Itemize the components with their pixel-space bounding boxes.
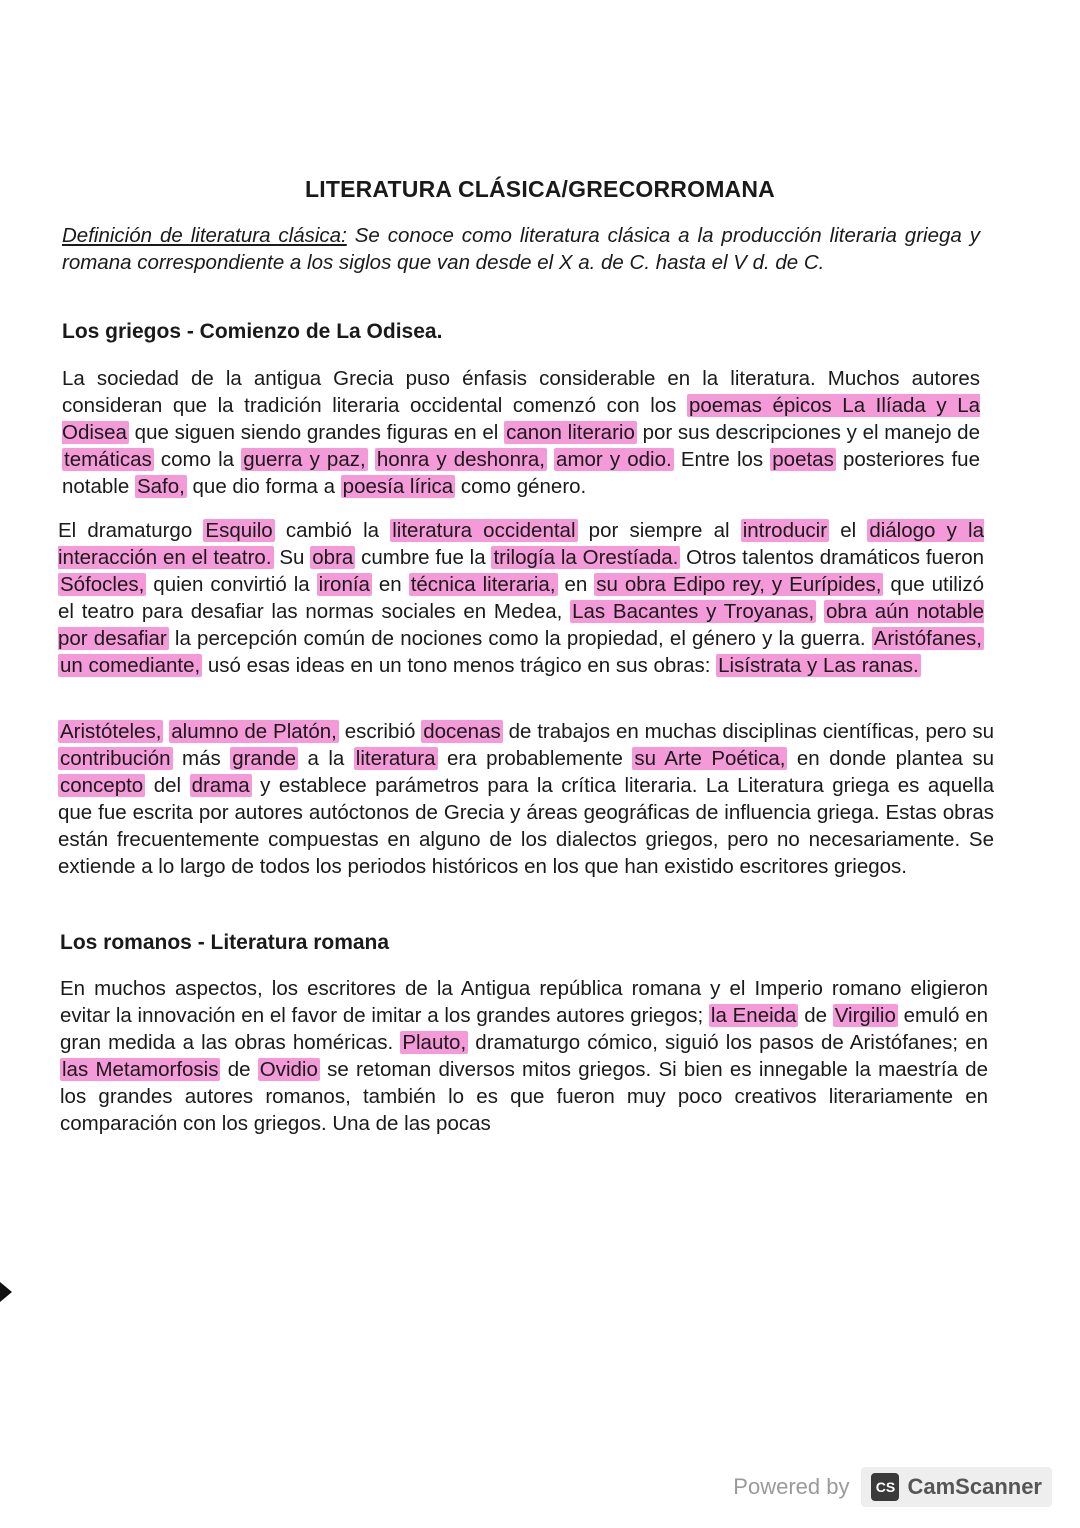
body-text: a la	[298, 747, 354, 770]
body-text: dramaturgo cómico, siguió los pasos de Aristófanes; en	[468, 1031, 988, 1054]
body-text: por sus descripciones y el manejo de	[636, 421, 980, 444]
highlighted-text: grande	[232, 747, 297, 770]
body-text: escribió	[338, 720, 422, 743]
camscanner-logo-icon: CS	[871, 1473, 899, 1501]
body-text: el	[829, 519, 868, 542]
paragraph-2	[58, 517, 984, 679]
body-text: la percepción común de nociones como la propiedad, el género y la guerra.	[168, 627, 872, 650]
body-text: como género.	[455, 475, 587, 498]
highlighted-text: poemas épicos La Ilíada y La Odisea	[62, 394, 980, 444]
camscanner-badge	[861, 1467, 1052, 1507]
highlighted-text: Plauto,	[402, 1031, 467, 1054]
body-text	[547, 448, 554, 471]
highlighted-text: obra aún notable por desafiar	[58, 600, 984, 650]
body-text	[368, 448, 375, 471]
camscanner-brand: CamScanner	[907, 1474, 1042, 1499]
body-text: quien convirtió la	[146, 573, 317, 596]
highlighted-text: poesía lírica	[342, 475, 454, 498]
paragraph-3	[58, 718, 994, 880]
definition-paragraph	[62, 222, 980, 276]
body-text: Entre los	[673, 448, 771, 471]
body-text: que utilizó el teatro para desafiar las normas sociales en Medea,	[58, 573, 985, 623]
highlighted-text: su obra Edipo rey, y Eurípides,	[596, 573, 882, 596]
body-text: en donde plantea su	[787, 747, 994, 770]
highlighted-text: técnica literaria,	[410, 573, 556, 596]
definition-label: Definición de literatura clásica:	[62, 224, 347, 247]
body-text: Su	[273, 546, 311, 569]
highlighted-text: docenas	[423, 720, 501, 743]
body-text: posteriores fue notable	[62, 448, 980, 498]
body-text: usó esas ideas en un tono menos trágico en sus obras:	[202, 654, 717, 677]
body-text: de	[798, 1004, 833, 1027]
body-text: cumbre fue la	[355, 546, 492, 569]
body-text: El dramaturgo	[58, 519, 204, 542]
highlighted-text: Esquilo	[205, 519, 273, 542]
body-text: y establece parámetros para la crítica literaria. La Literatura griega es aquella que fue escrita por autores autóctonos de Grecia y áreas geográficas de influencia griega. Estas obras están frecuentemente compuestas en alguno de los dialectos griegos, pero no necesariamente. Se extiende a lo largo de todos los periodos históricos en los que han existido escritores griegos.	[58, 774, 995, 878]
highlighted-text: concepto	[60, 774, 144, 797]
body-text: de trabajos en muchas disciplinas científicas, pero su	[502, 720, 994, 743]
highlighted-text: diálogo y la interacción en el teatro.	[58, 519, 984, 569]
highlighted-text: Aristóteles,	[60, 720, 162, 743]
body-text: que dio forma a	[186, 475, 341, 498]
powered-by-text: Powered by	[733, 1474, 850, 1499]
highlighted-text: obra	[312, 546, 354, 569]
body-text: era probablemente	[437, 747, 633, 770]
highlighted-text: amor y odio.	[556, 448, 672, 471]
highlighted-text: ironía	[318, 573, 370, 596]
body-text: por siempre al	[577, 519, 741, 542]
paragraph-4	[60, 975, 988, 1137]
highlighted-text: introducir	[742, 519, 828, 542]
body-text: en	[371, 573, 409, 596]
body-text: de	[220, 1058, 258, 1081]
highlighted-text: Safo,	[136, 475, 185, 498]
section-heading-romanos: Los romanos - Literatura romana	[60, 931, 390, 954]
highlighted-text: Aristófanes,	[873, 627, 982, 650]
body-text: La sociedad de la antigua Grecia puso énfasis considerable en la literatura. Muchos autores consideran que la tradición literaria occidental comenzó con los	[62, 367, 980, 417]
highlighted-text: temáticas	[64, 448, 152, 471]
highlighted-text: las Metamorfosis	[62, 1058, 219, 1081]
paragraph-1	[62, 365, 980, 500]
camscanner-watermark	[733, 1466, 1052, 1508]
body-text: Otros talentos dramáticos fueron	[680, 546, 984, 569]
body-text: En muchos aspectos, los escritores de la Antigua república romana y el Imperio romano eligieron evitar la innovación en el favor de imitar a los grandes autores griegos;	[60, 977, 988, 1027]
body-text: emuló en gran medida a las obras homéricas.	[60, 1004, 989, 1054]
highlighted-text: Sófocles,	[60, 573, 145, 596]
highlighted-text: alumno de Platón,	[171, 720, 337, 743]
body-text: en	[557, 573, 595, 596]
body-text: que siguen siendo grandes figuras en el	[128, 421, 505, 444]
highlighted-text: drama	[191, 774, 250, 797]
highlighted-text: canon literario	[506, 421, 635, 444]
section-heading-griegos: Los griegos - Comienzo de La Odisea.	[62, 320, 443, 343]
body-text: más	[172, 747, 231, 770]
page-title: LITERATURA CLÁSICA/GRECORROMANA	[304, 176, 775, 202]
body-text	[816, 600, 824, 623]
highlighted-text: poetas	[772, 448, 834, 471]
body-text: se retoman diversos mitos griegos. Si bien es innegable la maestría de los grandes autores romanos, también lo es que fueron muy poco creativos literariamente en comparación con los griegos. Una de las pocas	[60, 1058, 988, 1135]
highlighted-text: su Arte Poética,	[634, 747, 786, 770]
highlighted-text: trilogía la Orestíada.	[493, 546, 679, 569]
highlighted-text: Lisístrata y Las ranas.	[718, 654, 919, 677]
highlighted-text: Virgilio	[834, 1004, 896, 1027]
highlighted-text: literatura	[355, 747, 436, 770]
highlighted-text: guerra y paz,	[243, 448, 366, 471]
highlighted-text: Las Bacantes y Troyanas,	[572, 600, 815, 623]
highlighted-text: contribución	[60, 747, 171, 770]
highlighted-text: un comediante,	[60, 654, 201, 677]
body-text: del	[145, 774, 190, 797]
highlighted-text: literatura occidental	[392, 519, 576, 542]
highlighted-text: la Eneida	[710, 1004, 797, 1027]
scan-corner-mark	[0, 1282, 12, 1302]
body-text: cambió la	[274, 519, 391, 542]
definition-text: Se conoce como literatura clásica a la producción literaria griega y romana correspondiente a los siglos que van desde el X a. de C. hasta el V d. de C.	[62, 224, 980, 274]
highlighted-text: honra y deshonra,	[376, 448, 545, 471]
body-text: como la	[153, 448, 242, 471]
highlighted-text: Ovidio	[259, 1058, 318, 1081]
